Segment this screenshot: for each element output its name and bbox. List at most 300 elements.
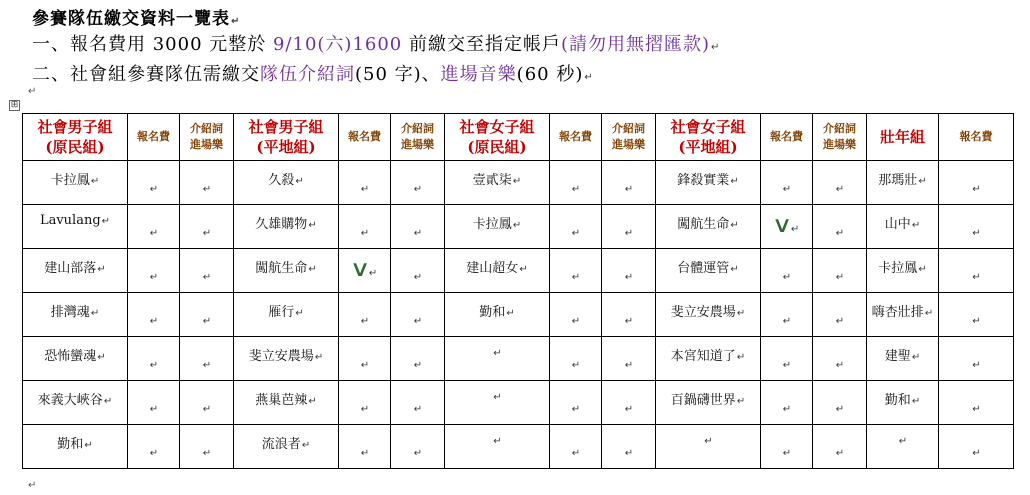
paragraph-mark: ↵: [782, 360, 792, 371]
intro-music-status: [391, 293, 444, 328]
team-name-cell[interactable]: [656, 205, 761, 249]
team-name-wrap: [445, 249, 549, 276]
paragraph-mark: ↵: [301, 440, 311, 451]
intro-music-status-cell[interactable]: [602, 205, 656, 249]
fee-status: [550, 205, 601, 240]
intro-music-status: [391, 161, 444, 196]
intro-label: 介紹詞: [190, 122, 223, 135]
paragraph-mark: ↵: [782, 272, 792, 283]
team-name-cell[interactable]: [656, 161, 761, 205]
intro-music-status-cell[interactable]: [602, 293, 656, 337]
intro-music-status: [602, 205, 655, 240]
team-name-cell[interactable]: [656, 381, 761, 425]
intro-music-status: [180, 337, 233, 372]
fee-status-cell[interactable]: [339, 205, 391, 249]
paragraph-mark: ↵: [972, 228, 981, 239]
team-name-cell[interactable]: [23, 249, 128, 293]
fee-status-cell[interactable]: [761, 205, 813, 249]
team-name-wrap: [234, 293, 338, 320]
fee-status: [939, 425, 1013, 460]
music-label: 進場樂: [612, 138, 645, 151]
paragraph-mark: ↵: [711, 42, 721, 53]
fee-status-cell[interactable]: [339, 161, 391, 205]
paragraph-mark: ↵: [571, 448, 581, 459]
paragraph-mark: ↵: [782, 404, 792, 415]
team-name-wrap: [23, 205, 127, 228]
paragraph-mark: ↵: [149, 404, 159, 415]
group-header: [23, 114, 128, 161]
fee-status: [550, 337, 601, 372]
fee-status-cell[interactable]: [550, 425, 602, 469]
intro-music-status: [391, 205, 444, 240]
intro-music-status: [180, 249, 233, 284]
paragraph-mark: ↵: [782, 448, 792, 459]
intro-music-status-cell[interactable]: [813, 293, 867, 337]
fee-status-cell[interactable]: [939, 381, 1014, 425]
intro-music-status-cell[interactable]: [602, 337, 656, 381]
intro-requirement: 隊伍介紹詞: [260, 64, 355, 85]
fee-status-cell[interactable]: [339, 293, 391, 337]
team-name-cell[interactable]: [23, 381, 128, 425]
fee-status: [128, 293, 179, 328]
fee-status-cell[interactable]: [761, 425, 813, 469]
group-header-line1: 社會男子組: [37, 118, 113, 136]
team-name-wrap: [23, 249, 127, 276]
intro-music-status-cell[interactable]: [813, 425, 867, 469]
team-name-wrap: [234, 249, 338, 276]
team-name: 斐立安農場: [248, 349, 314, 364]
fee-status-cell[interactable]: [761, 161, 813, 205]
group-header-line1: 社會女子組: [459, 118, 535, 136]
intro-music-status-cell[interactable]: [180, 381, 234, 425]
fee-status: [128, 381, 179, 416]
fee-status: [550, 381, 601, 416]
paragraph-mark: ↵: [493, 392, 502, 403]
fee-status-cell[interactable]: [128, 425, 180, 469]
paragraph-mark: ↵: [202, 360, 212, 371]
paragraph-mark: ↵: [202, 272, 212, 283]
table-row: [23, 161, 1014, 205]
team-name-wrap: [23, 293, 127, 320]
fee-status-cell[interactable]: [550, 293, 602, 337]
team-name-cell[interactable]: [445, 425, 550, 469]
intro-music-status-cell[interactable]: [391, 293, 445, 337]
fee-status-cell[interactable]: [939, 337, 1014, 381]
paragraph-mark: ↵: [624, 184, 634, 195]
team-name: 雁行: [268, 305, 295, 320]
intro-music-status: [813, 205, 866, 240]
team-name-wrap: [445, 381, 549, 404]
paragraph-mark: ↵: [149, 316, 159, 327]
team-name-cell[interactable]: [867, 249, 939, 293]
team-name-wrap: [867, 293, 938, 320]
intro-music-status-cell[interactable]: [813, 249, 867, 293]
paragraph-mark: ↵: [624, 448, 634, 459]
team-name: 斐立安農場: [670, 305, 736, 320]
team-name: 台體運管: [677, 261, 730, 276]
team-name: 勤和: [479, 305, 506, 320]
fee-status-cell[interactable]: [339, 381, 391, 425]
team-name-wrap: [656, 161, 760, 188]
fee-status: [761, 249, 812, 284]
intro-music-status-cell[interactable]: [813, 205, 867, 249]
team-name-wrap: [23, 381, 127, 408]
team-name: 那瑪壯: [878, 173, 918, 188]
fee-status-cell[interactable]: [339, 249, 391, 293]
paragraph-mark: ↵: [231, 16, 241, 27]
paragraph-mark: ↵: [314, 352, 324, 363]
fee-status: [939, 293, 1013, 328]
team-name-cell[interactable]: [234, 205, 339, 249]
submission-notice-line: [32, 60, 594, 86]
intro-music-status-cell[interactable]: [813, 381, 867, 425]
team-name-wrap: [445, 205, 549, 232]
fee-status: [761, 381, 812, 416]
intro-music-column-header: [813, 114, 867, 161]
intro-music-status: [813, 161, 866, 196]
fee-status-cell[interactable]: [550, 249, 602, 293]
table-row: [23, 293, 1014, 337]
team-name-cell[interactable]: [445, 249, 550, 293]
team-name: 嗨杏壯排: [871, 305, 924, 320]
paragraph-mark: ↵: [730, 264, 739, 275]
fee-status-cell[interactable]: [550, 161, 602, 205]
team-name-wrap: [445, 425, 549, 448]
group-header: [867, 114, 939, 161]
intro-label: 介紹詞: [612, 122, 645, 135]
table-header-row: [23, 114, 1014, 161]
team-name-cell[interactable]: [234, 381, 339, 425]
team-name-cell[interactable]: [23, 205, 128, 249]
team-name-wrap: [23, 337, 127, 364]
intro-music-column-header: [391, 114, 445, 161]
team-name-cell[interactable]: [23, 293, 128, 337]
team-name: 流浪者: [261, 437, 301, 452]
team-name-cell[interactable]: [445, 337, 550, 381]
intro-music-status-cell[interactable]: [391, 249, 445, 293]
fee-status-cell[interactable]: [550, 205, 602, 249]
team-name: Lavulang: [39, 213, 101, 228]
paragraph-mark: ↵: [730, 176, 739, 187]
title-text: 參賽隊伍繳交資料一覽表: [32, 9, 230, 29]
paragraph-mark: ↵: [202, 448, 212, 459]
paragraph-mark: ↵: [28, 86, 37, 97]
intro-music-status: [180, 425, 233, 460]
intro-music-status-cell[interactable]: [180, 161, 234, 205]
team-name-cell[interactable]: [867, 337, 939, 381]
intro-music-status-cell[interactable]: [813, 337, 867, 381]
fee-status-cell[interactable]: [939, 161, 1014, 205]
fee-status: [550, 425, 601, 460]
paragraph-mark: ↵: [898, 436, 908, 447]
team-name-cell[interactable]: [234, 161, 339, 205]
table-row: [23, 205, 1014, 249]
intro-music-status-cell[interactable]: [391, 425, 445, 469]
team-name-wrap: [656, 381, 760, 408]
group-header-line1: 社會女子組: [670, 118, 746, 136]
fee-status-cell[interactable]: [128, 249, 180, 293]
table-row: [23, 381, 1014, 425]
team-name: 勤和: [884, 393, 911, 408]
team-name-cell[interactable]: [656, 337, 761, 381]
paragraph-mark: ↵: [972, 448, 981, 459]
fee-status-cell[interactable]: [761, 249, 813, 293]
paragraph-mark: ↵: [295, 308, 304, 319]
team-name: 闖航生命: [255, 261, 308, 276]
team-name: 勤和: [57, 437, 84, 452]
fee-status-cell[interactable]: [939, 249, 1014, 293]
fee-status-cell[interactable]: [761, 381, 813, 425]
team-name-wrap: [867, 161, 938, 188]
fee-deadline: 9/10(六)1600: [272, 34, 403, 55]
intro-music-status-cell[interactable]: [180, 205, 234, 249]
intro-music-status: [602, 161, 655, 196]
fee-status-cell[interactable]: [128, 337, 180, 381]
fee-status-cell[interactable]: [128, 381, 180, 425]
team-name-wrap: [23, 425, 127, 452]
team-name-cell[interactable]: [23, 337, 128, 381]
paragraph-mark: ↵: [972, 272, 981, 283]
group-header-line2: (原民組): [467, 138, 527, 156]
team-name-wrap: [234, 205, 338, 232]
team-name-cell[interactable]: [234, 293, 339, 337]
table-row: [23, 425, 1014, 469]
paragraph-mark: ↵: [202, 404, 212, 415]
paragraph-mark: ↵: [413, 228, 423, 239]
intro-music-status: [602, 381, 655, 416]
fee-column-header: 報名費: [761, 114, 813, 161]
team-name-cell[interactable]: [445, 205, 550, 249]
paragraph-mark: ↵: [835, 316, 845, 327]
team-name-wrap: [445, 337, 549, 360]
intro-music-status: [391, 425, 444, 460]
paragraph-mark: ↵: [149, 360, 159, 371]
group-header: [445, 114, 550, 161]
paragraph-mark: ↵: [202, 228, 212, 239]
paragraph-mark: ↵: [413, 404, 423, 415]
team-name-cell[interactable]: [656, 425, 761, 469]
fee-notice-line: [32, 30, 720, 56]
paragraph-mark: ↵: [101, 216, 111, 227]
team-name-cell[interactable]: [445, 293, 550, 337]
intro-length: (50 字)、: [355, 64, 441, 85]
paragraph-mark: ↵: [835, 360, 845, 371]
fee-status-cell[interactable]: [939, 425, 1014, 469]
paragraph-mark: ↵: [911, 220, 921, 231]
team-name: 卡拉鳳: [50, 173, 90, 188]
paragraph-mark: ↵: [493, 436, 502, 447]
fee-column-header: 報名費: [128, 114, 180, 161]
team-name: 燕巢芭辣: [255, 393, 308, 408]
fee-column-header: 報名費: [550, 114, 602, 161]
paragraph-mark: ↵: [924, 308, 934, 319]
intro-music-status: [391, 381, 444, 416]
team-name: 卡拉鳳: [878, 261, 918, 276]
intro-music-status: [391, 337, 444, 372]
paragraph-mark: ↵: [308, 220, 317, 231]
paragraph-mark: ↵: [704, 436, 713, 447]
paragraph-mark: ↵: [835, 184, 845, 195]
team-name-wrap: [656, 293, 760, 320]
team-name-wrap: [867, 381, 938, 408]
paragraph-mark: ↵: [782, 184, 792, 195]
team-name: 建山部落: [44, 261, 97, 276]
team-name-cell[interactable]: [656, 293, 761, 337]
fee-status-cell[interactable]: [128, 205, 180, 249]
team-name-wrap: [234, 337, 338, 364]
team-name-wrap: [234, 425, 338, 452]
paragraph-mark: ↵: [972, 316, 981, 327]
paragraph-mark: ↵: [202, 316, 212, 327]
team-name-cell[interactable]: [234, 337, 339, 381]
paragraph-mark: ↵: [624, 360, 634, 371]
paragraph-mark: ↵: [571, 228, 581, 239]
paragraph-mark: ↵: [149, 448, 159, 459]
group-header-line1: 壯年組: [879, 128, 925, 146]
paragraph-mark: ↵: [972, 184, 981, 195]
fee-notice-middle: 前繳交至指定帳戶: [402, 34, 561, 55]
intro-label: 介紹詞: [823, 122, 856, 135]
intro-music-status: [602, 249, 655, 284]
fee-status-cell[interactable]: [550, 337, 602, 381]
paragraph-mark: ↵: [782, 316, 792, 327]
submission-prefix: 二、社會組參賽隊伍需繳交: [32, 64, 260, 85]
paragraph-mark: ↵: [571, 316, 581, 327]
group-header-line1: 社會男子組: [248, 118, 324, 136]
intro-music-status-cell[interactable]: [391, 381, 445, 425]
paragraph-mark: ↵: [413, 316, 423, 327]
paragraph-mark: ↵: [493, 348, 502, 359]
table-move-handle-icon[interactable]: ⊞: [10, 100, 19, 110]
paragraph-mark: ↵: [624, 316, 634, 327]
fee-status-cell[interactable]: [339, 337, 391, 381]
fee-status-cell[interactable]: [761, 293, 813, 337]
team-name-cell[interactable]: [445, 381, 550, 425]
intro-music-status: [602, 293, 655, 328]
fee-status: [339, 381, 390, 416]
intro-music-status: [180, 381, 233, 416]
paragraph-mark: ↵: [911, 352, 921, 363]
fee-status: [761, 161, 812, 196]
team-name-cell[interactable]: [867, 381, 939, 425]
team-name: 來義大峽谷: [37, 393, 103, 408]
paragraph-mark: ↵: [84, 440, 93, 451]
fee-status: [939, 337, 1013, 372]
intro-music-status: [813, 293, 866, 328]
intro-music-status-cell[interactable]: [180, 249, 234, 293]
team-name-cell[interactable]: [656, 249, 761, 293]
fee-status-cell[interactable]: [939, 205, 1014, 249]
fee-status: [761, 293, 812, 328]
team-name-cell[interactable]: [867, 161, 939, 205]
intro-music-column-header: [180, 114, 234, 161]
music-label: 進場樂: [401, 138, 434, 151]
paragraph-mark: ↵: [360, 228, 370, 239]
fee-status-cell[interactable]: [128, 293, 180, 337]
fee-status-cell[interactable]: [550, 381, 602, 425]
checkmark-icon: ∨: [771, 213, 793, 238]
paragraph-mark: ↵: [918, 264, 927, 275]
team-name: 闖航生命: [677, 217, 730, 232]
team-name-cell[interactable]: [234, 425, 339, 469]
intro-music-status-cell[interactable]: [391, 337, 445, 381]
fee-status-cell[interactable]: [128, 161, 180, 205]
team-name-cell[interactable]: [867, 425, 939, 469]
intro-music-status-cell[interactable]: [391, 205, 445, 249]
intro-music-status-cell[interactable]: [180, 337, 234, 381]
paragraph-mark: ↵: [360, 404, 370, 415]
intro-music-status: [813, 425, 866, 460]
paragraph-mark: ↵: [97, 264, 106, 275]
music-requirement: 進場音樂: [440, 64, 517, 85]
team-name: 久殺: [268, 173, 295, 188]
fee-status: [339, 249, 390, 281]
team-name-cell[interactable]: [867, 205, 939, 249]
team-name-wrap: [867, 425, 938, 448]
team-name-wrap: [867, 205, 938, 232]
fee-status: [128, 249, 179, 284]
table-row: [23, 337, 1014, 381]
intro-music-status-cell[interactable]: [602, 249, 656, 293]
team-name-wrap: [656, 205, 760, 232]
paragraph-mark: ↵: [584, 72, 594, 83]
team-name-wrap: [234, 381, 338, 408]
intro-music-status: [602, 337, 655, 372]
paragraph-mark: ↵: [790, 224, 800, 235]
fee-status: [339, 337, 390, 372]
fee-status: [939, 161, 1013, 196]
intro-music-status-cell[interactable]: [180, 293, 234, 337]
intro-music-status-cell[interactable]: [602, 381, 656, 425]
paragraph-mark: ↵: [149, 184, 159, 195]
team-name-cell[interactable]: [234, 249, 339, 293]
team-name-cell[interactable]: [23, 425, 128, 469]
fee-notice-prefix: 一、報名費用 3000 元整於: [32, 34, 273, 55]
paragraph-mark: ↵: [413, 272, 423, 283]
intro-label: 介紹詞: [401, 122, 434, 135]
group-header-line2: (平地組): [256, 138, 316, 156]
paragraph-mark: ↵: [360, 360, 370, 371]
fee-status: [550, 293, 601, 328]
intro-music-status-cell[interactable]: [813, 161, 867, 205]
intro-music-status-cell[interactable]: [180, 425, 234, 469]
paragraph-mark: ↵: [413, 360, 423, 371]
intro-music-status-cell[interactable]: [391, 161, 445, 205]
fee-status-cell[interactable]: [339, 425, 391, 469]
team-name-cell[interactable]: [867, 293, 939, 337]
fee-status: [339, 293, 390, 328]
paragraph-mark: ↵: [972, 404, 981, 415]
paragraph-mark: ↵: [571, 184, 581, 195]
paragraph-mark: ↵: [736, 352, 746, 363]
fee-status: [550, 249, 601, 284]
paragraph-mark: ↵: [360, 184, 370, 195]
paragraph-mark: ↵: [368, 268, 378, 279]
paragraph-mark: ↵: [918, 176, 927, 187]
fee-status-cell[interactable]: [761, 337, 813, 381]
fee-status-cell[interactable]: [939, 293, 1014, 337]
paragraph-mark: ↵: [308, 396, 317, 407]
intro-music-status: [813, 381, 866, 416]
team-name: 排灣魂: [50, 305, 90, 320]
fee-status: [339, 425, 390, 460]
team-name-cell[interactable]: [23, 161, 128, 205]
intro-music-status-cell[interactable]: [602, 425, 656, 469]
intro-music-status-cell[interactable]: [602, 161, 656, 205]
team-name-cell[interactable]: [445, 161, 550, 205]
paragraph-mark: ↵: [506, 308, 515, 319]
paragraph-mark: ↵: [972, 360, 981, 371]
